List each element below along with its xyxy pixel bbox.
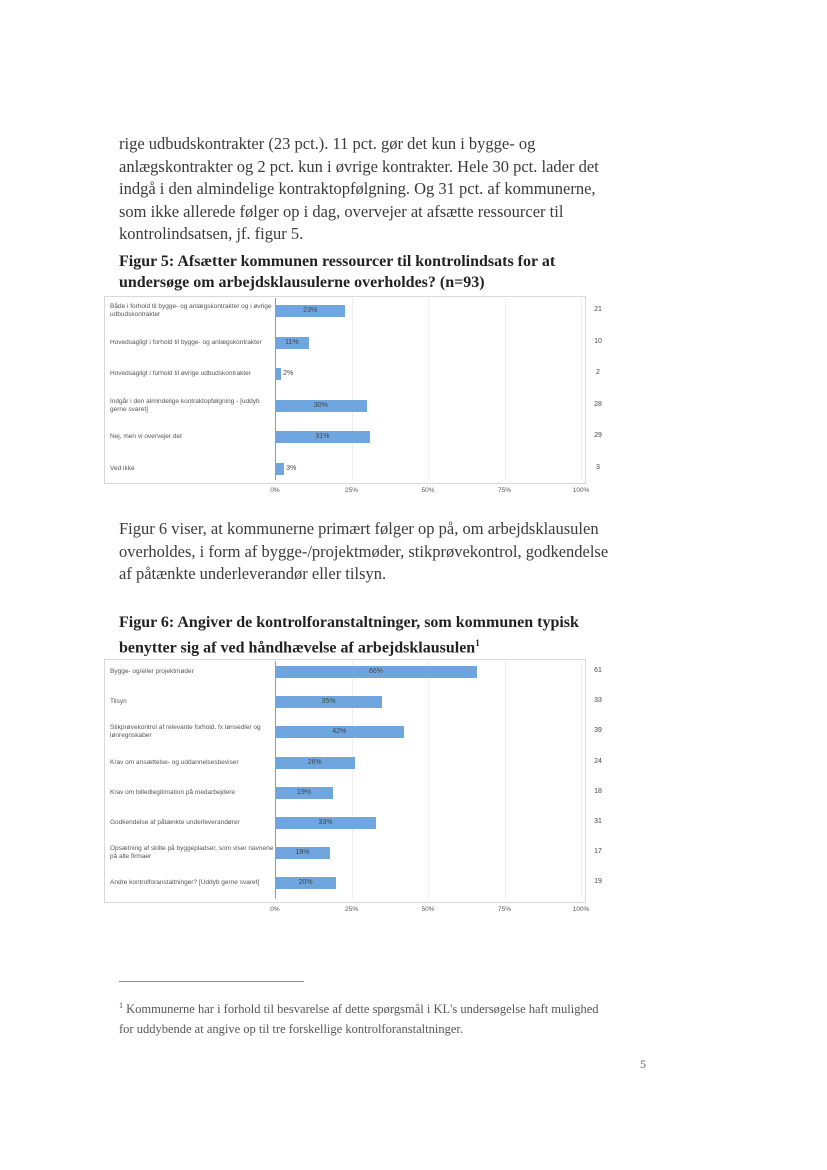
bar-value-label: 11% [285,338,299,346]
bar [275,368,281,380]
bar [275,463,284,475]
grid-line [352,298,353,480]
x-tick-label: 50% [421,487,435,494]
response-count: 21 [594,306,602,313]
response-count: 28 [594,400,602,408]
figure-6-title-text: Figur 6: Angiver de kontrolforanstaltninger, som kommunen typisk benytter sig af ved håndhævelse af arbejdsklausulen [119,614,579,657]
x-tick-label: 100% [572,906,590,913]
response-count: 3 [596,463,600,471]
bar-value-label: 30% [313,401,328,409]
response-count: 19 [594,878,602,886]
category-label: Opsætning af skilte på byggepladser, som viser navnene på alle firmaer [110,845,274,861]
intro-paragraph: rige udbudskontrakter (23 pct.). 11 pct. gør det kun i bygge- og anlægskontrakter og 2 pct. kun i øvrige kontrakter. Hele 30 pct. lader det indgå i den almindelige kontraktopfølgning. Og 31 pct. af kommunerne, som ikke allerede følger op i dag, overvejer at afsætte ressourcer til kontrolindsatsen, jf. figur 5. [119,134,599,243]
category-label: Nej, men vi overvejer det [110,433,182,440]
grid-line [505,298,506,480]
response-count: 10 [594,337,602,345]
bar-value-label: 33% [318,819,333,826]
response-count: 2 [596,369,600,376]
grid-line [428,298,429,480]
category-label: Indgår i den almindelige kontraktopfølgning - [uddyb gerne svaret] [110,397,260,413]
bar-value-label: 3% [286,464,297,472]
grid-line [505,661,506,899]
x-tick-label: 25% [344,906,358,913]
response-count: 17 [594,848,602,856]
x-tick-label: 0% [270,906,280,913]
grid-line [581,298,582,480]
bar-value-label: 35% [321,698,336,706]
x-tick-label: 0% [270,487,280,494]
chart-frame [104,296,586,484]
category-label: Både i forhold til bygge- og anlægskontrakter og i øvrige udbudskontrakter [110,303,272,318]
figure-5-title: Figur 5: Afsætter kommunen ressourcer til kontrolindsats for at undersøge om arbejdsklausulerne overholdes? (n=93) [119,253,556,291]
category-label: Ved ikke [110,464,135,472]
figure-6-title [119,612,609,658]
category-label: Godkendelse af påtænkte underleverandører [110,819,240,826]
bar-value-label: 26% [307,758,322,766]
category-label: Bygge- og/eller projektmøder [110,668,194,675]
category-label: Krav om ansættelse- og uddannelsesbeviser [110,758,239,766]
footnote-divider [119,981,304,982]
category-label: Stikprøvekontrol af relevante forhold, fx lønsedler og lønregnskaber [110,724,261,740]
footnote [119,996,599,1039]
bar-value-label: 19% [297,788,312,796]
category-label: Hovedsagligt i forhold til øvrige udbudskontrakter [110,370,251,377]
response-count: 33 [594,697,602,705]
figure-6-chart [104,659,604,919]
x-tick-label: 100% [572,487,590,494]
grid-line [581,661,582,899]
y-axis-line [275,298,276,480]
category-label: Tilsyn [110,698,127,706]
x-tick-label: 75% [497,487,511,494]
x-tick-label: 75% [497,906,511,913]
bar-value-label: 66% [368,668,383,675]
x-tick-label: 50% [421,906,435,913]
category-label: Andre kontrolforanstaltninger? [Uddyb gerne svaret] [110,879,260,887]
response-count: 24 [594,757,602,765]
response-count: 29 [594,432,602,439]
bar-value-label: 31% [315,433,330,440]
footnote-text: Kommunerne har i forhold til besvarelse af dette spørgsmål i KL's undersøgelse haft mulighed for uddybende at angive op til tre forskellige kontrolforanstaltninger. [119,1002,599,1037]
category-label: Hovedsagligt i forhold til bygge- og anlægskontrakter [110,338,262,346]
category-label: Krav om billedlegitimation på medarbejdere [110,788,236,796]
x-tick-label: 25% [344,487,358,494]
response-count: 31 [594,818,602,825]
bar-value-label: 2% [283,370,294,377]
figure-5-chart [104,296,604,500]
response-count: 18 [594,787,602,795]
response-count: 61 [594,667,602,674]
middle-paragraph: Figur 6 viser, at kommunerne primært følger op på, om arbejdsklausulen overholdes, i form af bygge-/projektmøder, stikprøvekontrol, godkendelse af påtænkte underleverandør eller tilsyn. [119,519,609,583]
bar-value-label: 23% [303,307,318,314]
footnote-reference: 1 [475,638,480,648]
footnote-marker: 1 [119,1001,123,1010]
grid-line [428,661,429,899]
bar-value-label: 42% [332,728,347,736]
page-number: 5 [640,1057,646,1071]
bar-value-label: 18% [295,849,310,857]
response-count: 39 [594,727,602,735]
bar-value-label: 20% [298,879,313,887]
